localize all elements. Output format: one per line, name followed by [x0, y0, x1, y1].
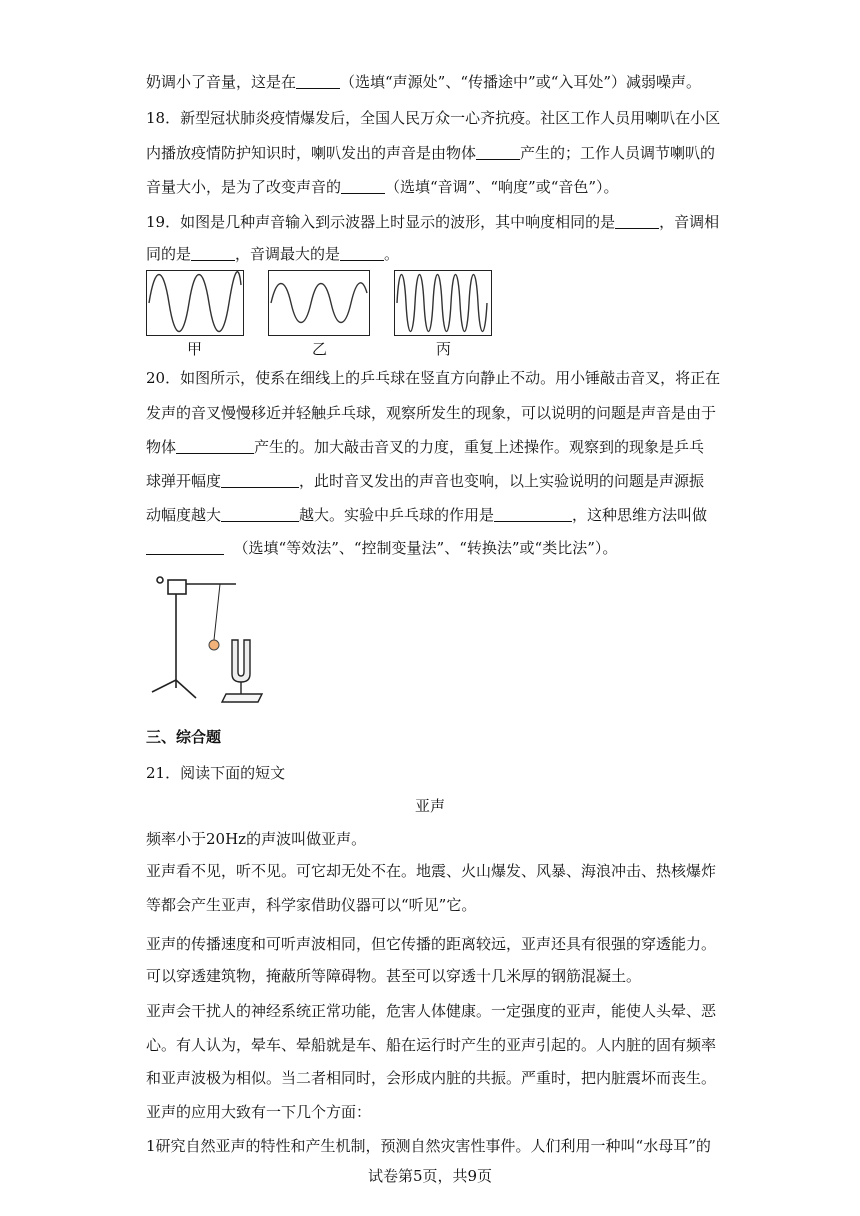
- text-segment: 物体: [146, 438, 177, 456]
- answer-blank[interactable]: [494, 506, 572, 522]
- passage-line: 亚声的传播速度和可听声波相同，但它传播的距离较远，亚声还具有很强的穿透能力。: [146, 935, 717, 953]
- suspension-thread: [214, 584, 220, 640]
- passage-line: 和亚声波极为相似。当二者相同时，会形成内脏的共振。严重时，把内脏震坏而丧生。: [146, 1069, 717, 1087]
- tuning-fork-diagram: [146, 570, 266, 710]
- passage-line: 等都会产生亚声，科学家借助仪器可以“听见”它。: [146, 896, 477, 914]
- text-segment: 动幅度越大: [146, 506, 222, 524]
- question-18-line-3: [146, 177, 619, 197]
- text-segment: 内播放疫情防护知识时，喇叭发出的声音是由物体: [146, 144, 477, 162]
- text-segment: ，音调相: [659, 213, 720, 231]
- text-segment: ，此时音叉发出的声音也变响，以上实验说明的问题是声源振: [299, 472, 705, 490]
- answer-blank[interactable]: [191, 245, 235, 261]
- question-19-line-1: [146, 212, 719, 232]
- waveform-label-bing: 丙: [436, 340, 452, 358]
- answer-blank[interactable]: [340, 245, 384, 261]
- question-19-line-2: [146, 244, 399, 264]
- text-segment: 19．如图是几种声音输入到示波器上时显示的波形，其中响度相同的是: [146, 213, 616, 231]
- tuning-fork: [232, 640, 250, 682]
- text-segment: 奶调小了音量，这是在: [146, 73, 297, 91]
- question-18-line-1: 18．新型冠状肺炎疫情爆发后，全国人民万众一心齐抗疫。社区工作人员用喇叭在小区: [146, 109, 721, 127]
- stand-leg: [152, 680, 176, 692]
- passage-line: 可以穿透建筑物，掩蔽所等障碍物。甚至可以穿透十几米厚的钢筋混凝土。: [146, 967, 642, 985]
- passage-line: 频率小于20Hz的声波叫做亚声。: [146, 830, 367, 848]
- clamp-screw: [157, 577, 163, 583]
- passage-line: 1研究自然亚声的特性和产生机制，预测自然灾害性事件。人们利用一种叫“水母耳”的: [146, 1137, 711, 1155]
- clamp: [168, 580, 186, 594]
- answer-blank[interactable]: [221, 472, 299, 488]
- answer-blank[interactable]: [615, 213, 659, 229]
- text-segment: （选填“音调”、“响度”或“音色”）。: [385, 178, 619, 196]
- page-footer: 试卷第5页，共9页: [367, 1167, 493, 1185]
- text-line: [146, 72, 701, 92]
- passage-line: 心。有人认为，晕车、晕船就是车、船在运行时产生的亚声引起的。人内脏的固有频率: [146, 1036, 717, 1054]
- waveform-bing-graphic: [395, 271, 491, 335]
- answer-blank[interactable]: [176, 438, 254, 454]
- waveform-label-jia: 甲: [187, 340, 203, 358]
- text-segment: ，音调最大的是: [235, 245, 341, 263]
- text-segment: （选填“声源处”、“传播途中”或“入耳处”）减弱噪声。: [340, 73, 702, 91]
- answer-blank[interactable]: [296, 73, 340, 89]
- answer-blank[interactable]: [476, 144, 520, 160]
- waveform-yi-graphic: [269, 271, 369, 335]
- text-segment: （选填“等效法”、“控制变量法”、“转换法”或“类比法”）。: [233, 539, 618, 557]
- text-segment: 同的是: [146, 245, 192, 263]
- passage-line: 亚声看不见，听不见。可它却无处不在。地震、火山爆发、风暴、海浪冲击、热核爆炸: [146, 862, 717, 880]
- section-heading: 三、综合题: [146, 728, 222, 746]
- question-20-line-5: [146, 505, 707, 525]
- passage-line: 亚声的应用大致有一下几个方面：: [146, 1103, 372, 1121]
- answer-blank[interactable]: [146, 539, 224, 555]
- stand-leg: [176, 680, 196, 698]
- question-21-prompt: 21．阅读下面的短文: [146, 764, 286, 782]
- question-18-line-2: [146, 143, 715, 163]
- text-segment: 音量大小，是为了改变声音的: [146, 178, 342, 196]
- text-segment: 球弹开幅度: [146, 472, 222, 490]
- waveform-label-yi: 乙: [312, 340, 328, 358]
- answer-blank[interactable]: [221, 506, 299, 522]
- waveform-yi: [268, 270, 370, 336]
- passage-title: 亚声: [414, 797, 445, 815]
- text-segment: 。: [384, 245, 400, 263]
- question-20-line-3: [146, 437, 704, 457]
- text-segment: 产生的；工作人员调节喇叭的: [520, 144, 716, 162]
- text-segment: ，这种思维方法叫做: [572, 506, 708, 524]
- answer-blank[interactable]: [341, 178, 385, 194]
- passage-line: 亚声会干扰人的神经系统正常功能，危害人体健康。一定强度的亚声，能使人头晕、恶: [146, 1002, 717, 1020]
- fork-base: [222, 694, 262, 702]
- question-20-line-2: 发声的音叉慢慢移近并轻触乒乓球，观察所发生的现象，可以说明的问题是声音是由于: [146, 404, 717, 422]
- waveform-bing: [394, 270, 492, 336]
- question-20-line-1: 20．如图所示，使系在细线上的乒乓球在竖直方向静止不动。用小锤敲击音叉，将正在: [146, 369, 721, 387]
- question-20-line-6: [146, 538, 617, 558]
- question-20-line-4: [146, 471, 704, 491]
- text-segment: 产生的。加大敲击音叉的力度，重复上述操作。观察到的现象是乒乓: [254, 438, 705, 456]
- text-segment: 越大。实验中乒乓球的作用是: [299, 506, 495, 524]
- waveform-jia: [146, 270, 244, 336]
- ping-pong-ball: [209, 640, 219, 650]
- waveform-jia-graphic: [147, 271, 243, 335]
